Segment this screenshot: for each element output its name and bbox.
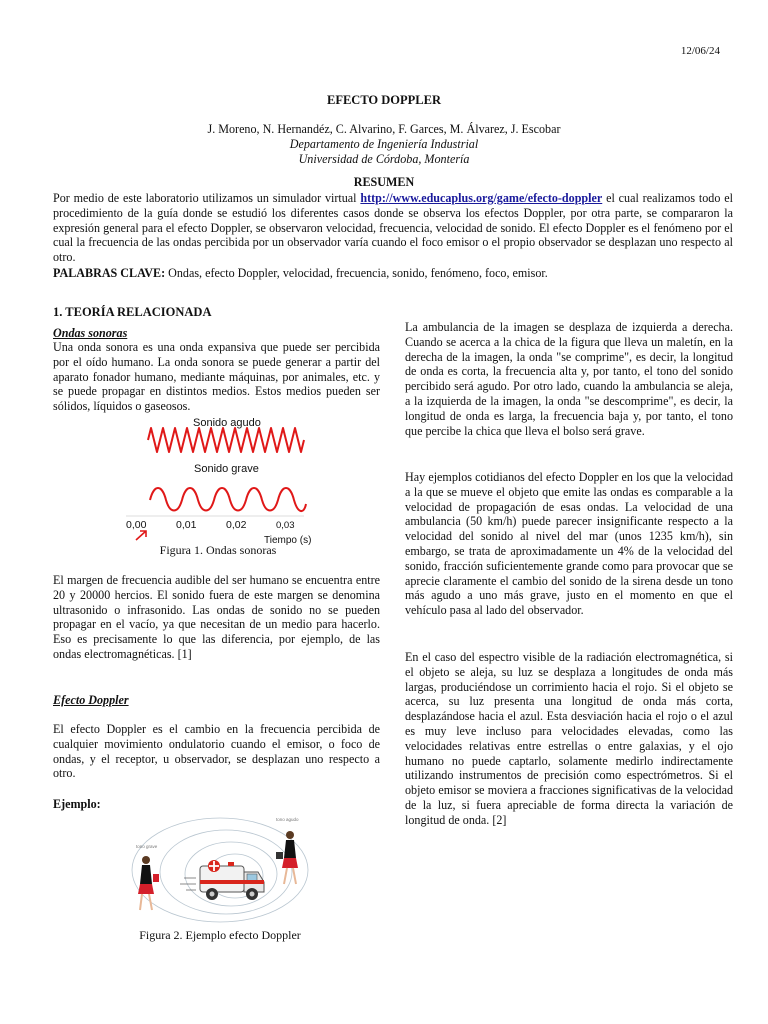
paragraph-espectro-visible: En el caso del espectro visible de la radiación electromagnética, si el objeto se aleja, su luz se desplaza a longitudes de onda más largas, produciéndose un corrimiento hacia el rojo. Si el objeto se acerca, su luz presenta una longitud de onda más corta, desplazándose hacia el azul. Esta desviación hacia el rojo o el azul es muy leve incluso para velocidades elevadas, como las velocidades relativas entre estrellas o entre galaxias, y el ojo humano no puede captarlo, solamente medirlo indirectamente utilizando instrumentos de precisión como espectrómetros. Si el objeto emisor se moviera a fracciones significativas de la velocidad de la luz, si fuera apreciable de forma directa la variación de longitud de onda. [2] <box>405 650 733 827</box>
keywords-label: PALABRAS CLAVE: <box>53 266 166 280</box>
keywords-list: Ondas, efecto Doppler, velocidad, frecuencia, sonido, fenómeno, foco, emisor. <box>165 266 548 280</box>
tick-label: 0,01 <box>176 519 197 531</box>
section-heading: 1. TEORÍA RELACIONADA <box>53 305 212 319</box>
simulator-link[interactable]: http://www.educaplus.org/game/efecto-doppler <box>360 191 603 205</box>
time-axis-label: Tiempo (s) <box>264 535 312 546</box>
university: Universidad de Córdoba, Montería <box>298 152 470 166</box>
figure-2-caption: Figura 2. Ejemplo efecto Doppler <box>139 928 301 942</box>
keywords <box>53 266 733 281</box>
origin-arrow-icon <box>136 531 146 540</box>
low-frequency-wave <box>150 488 306 511</box>
high-sound-label: Sonido agudo <box>193 417 261 429</box>
example-label: Ejemplo: <box>53 797 101 811</box>
abstract-body: el cual realizamos todo el procedimiento de la guía donde se estudió los diferentes casos donde se observa los efectos Doppler, por otra parte, se compararon la expresión general para el efecto Doppler, se observaron velocidad, frecuencia, velocidad de sonido. El efecto Doppler es el fenómeno por el cual la frecuencia de las ondas percibida por un observador varía cuando el foco emisor o el propio observador se desplazan uno respecto al otro. <box>53 191 733 265</box>
high-frequency-wave <box>148 428 304 452</box>
subheading-ondas-sonoras: Ondas sonoras <box>53 326 128 340</box>
figure-2-doppler-example <box>130 808 310 925</box>
authors: J. Moreno, N. Hernandéz, C. Alvarino, F. Garces, M. Álvarez, J. Escobar <box>207 122 561 136</box>
tick-label: 0,00 <box>126 519 147 531</box>
high-tone-label: tono agudo <box>276 817 299 822</box>
paragraph-ambulancia: La ambulancia de la imagen se desplaza de izquierda a derecha. Cuando se acerca a la chica de la figura que lleva un maletín, en la derecha de la imagen, la onda "se comprime", es decir, la longitud de onda es corta, la frecuencia alta y, por tanto, el tono del sonido percibido será agudo. Por otro lado, cuando la ambulancia se aleja, a la izquierda de la imagen, la onda "se descomprime", es decir, la longitud de onda es larga, la frecuencia baja y, por tanto, el tono que percibe la chica que lleva el bolso será grave. <box>405 320 733 438</box>
low-sound-label: Sonido grave <box>194 463 259 475</box>
low-tone-label: tono grave <box>136 844 158 849</box>
paragraph-ondas-sonoras: Una onda sonora es una onda expansiva que puede ser percibida por el oído humano. La onda sonora se puede generar a partir del aparato fonador humano, mediante máquinas, por animales, etc. y se puede propagar en distintos medios. Estos medios pueden ser sólidos, líquidos o gaseosos. <box>53 340 380 414</box>
figure-1-caption: Figura 1. Ondas sonoras <box>159 543 277 557</box>
subheading-efecto-doppler: Efecto Doppler <box>53 693 129 707</box>
abstract-text <box>53 191 733 265</box>
department: Departamento de Ingeniería Industrial <box>289 137 479 151</box>
paragraph-ejemplos-cotidianos: Hay ejemplos cotidianos del efecto Doppler en los que la velocidad a la que se mueve el objeto que emite las ondas es comparable a la velocidad de propagación de esas ondas. La velocidad de una ambulancia (50 km/h) puede parecer insignificante respecto a la velocidad del sonido al nivel del mar (unos 1235 km/h), sin embargo, se trata de aproximadamente un 4% de la velocidad del sonido, fracción suficientemente grande como para provocar que se aprecie claramente el cambio del sonido de la sirena desde un tono más agudo a uno más grave, justo en el momento en que el vehículo pasa al lado del observador. <box>405 470 733 618</box>
paragraph-frecuencia-audible: El margen de frecuencia audible del ser humano se encuentra entre 20 y 20000 hercios. El sonido fuera de este margen se denomina ultrasonido o infrasonido. Las ondas de sonido no se pueden propagar en el vacío, ya que necesitan de un medio para hacerlo. Eso es precisamente lo que las diferencia, por ejemplo, de las ondas electromagnéticas. [1] <box>53 573 380 661</box>
date: 12/06/24 <box>680 45 720 57</box>
tick-label: 0,03 <box>276 520 295 531</box>
tick-label: 0,02 <box>226 519 247 531</box>
paragraph-efecto-doppler: El efecto Doppler es el cambio en la frecuencia percibida de cualquier movimiento ondulatorio cuando el emisor, o foco de ondas, y el receptor, u observador, se desplazan uno respecto a otro. <box>53 722 380 781</box>
abstract-heading: RESUMEN <box>353 175 415 189</box>
abstract-intro: Por medio de este laboratorio utilizamos un simulador virtual <box>53 191 361 205</box>
figure-1-sound-waves <box>118 414 318 546</box>
paper-title: EFECTO DOPPLER <box>326 93 442 107</box>
